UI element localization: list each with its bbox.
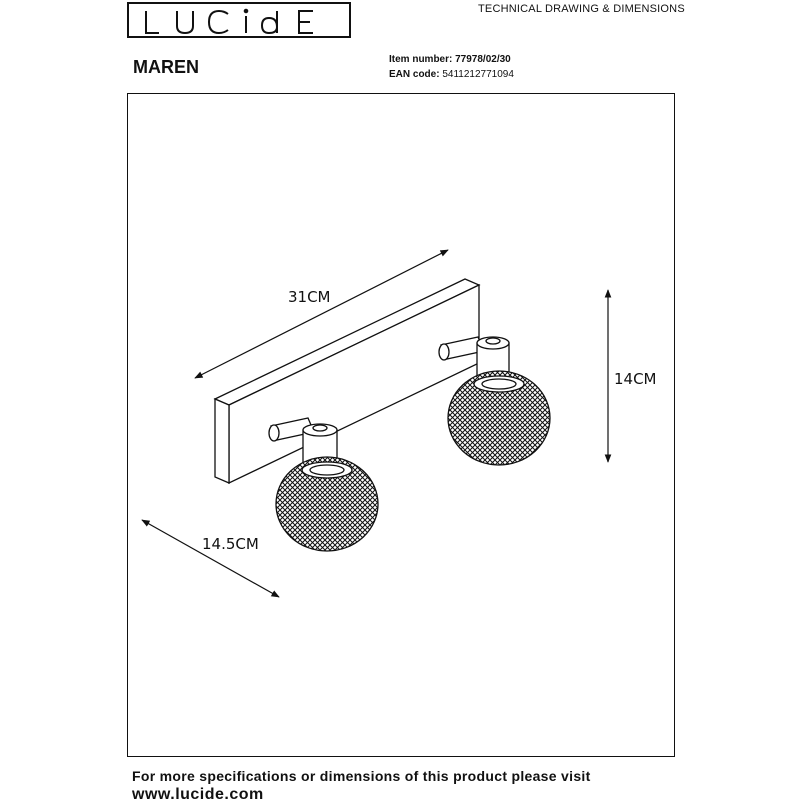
item-number-value: 77978/02/30 [455, 54, 511, 65]
depth-label: 14.5CM [202, 535, 259, 553]
wall-plate [215, 279, 479, 483]
document-type: TECHNICAL DRAWING & DIMENSIONS [478, 3, 685, 15]
product-name: MAREN [133, 57, 199, 77]
ean-value: 5411212771094 [442, 69, 514, 80]
item-number-label: Item number: [389, 54, 453, 65]
spot-left [269, 418, 378, 551]
footer-info-text: For more specifications or dimensions of this product please visit [132, 768, 591, 784]
depth-dimension-line [142, 520, 279, 597]
length-label: 31CM [288, 288, 331, 306]
height-label: 14CM [614, 370, 657, 388]
ean-label: EAN code: [389, 69, 440, 80]
spot-right [439, 337, 550, 465]
footer-website-link[interactable]: www.lucide.com [132, 786, 264, 803]
